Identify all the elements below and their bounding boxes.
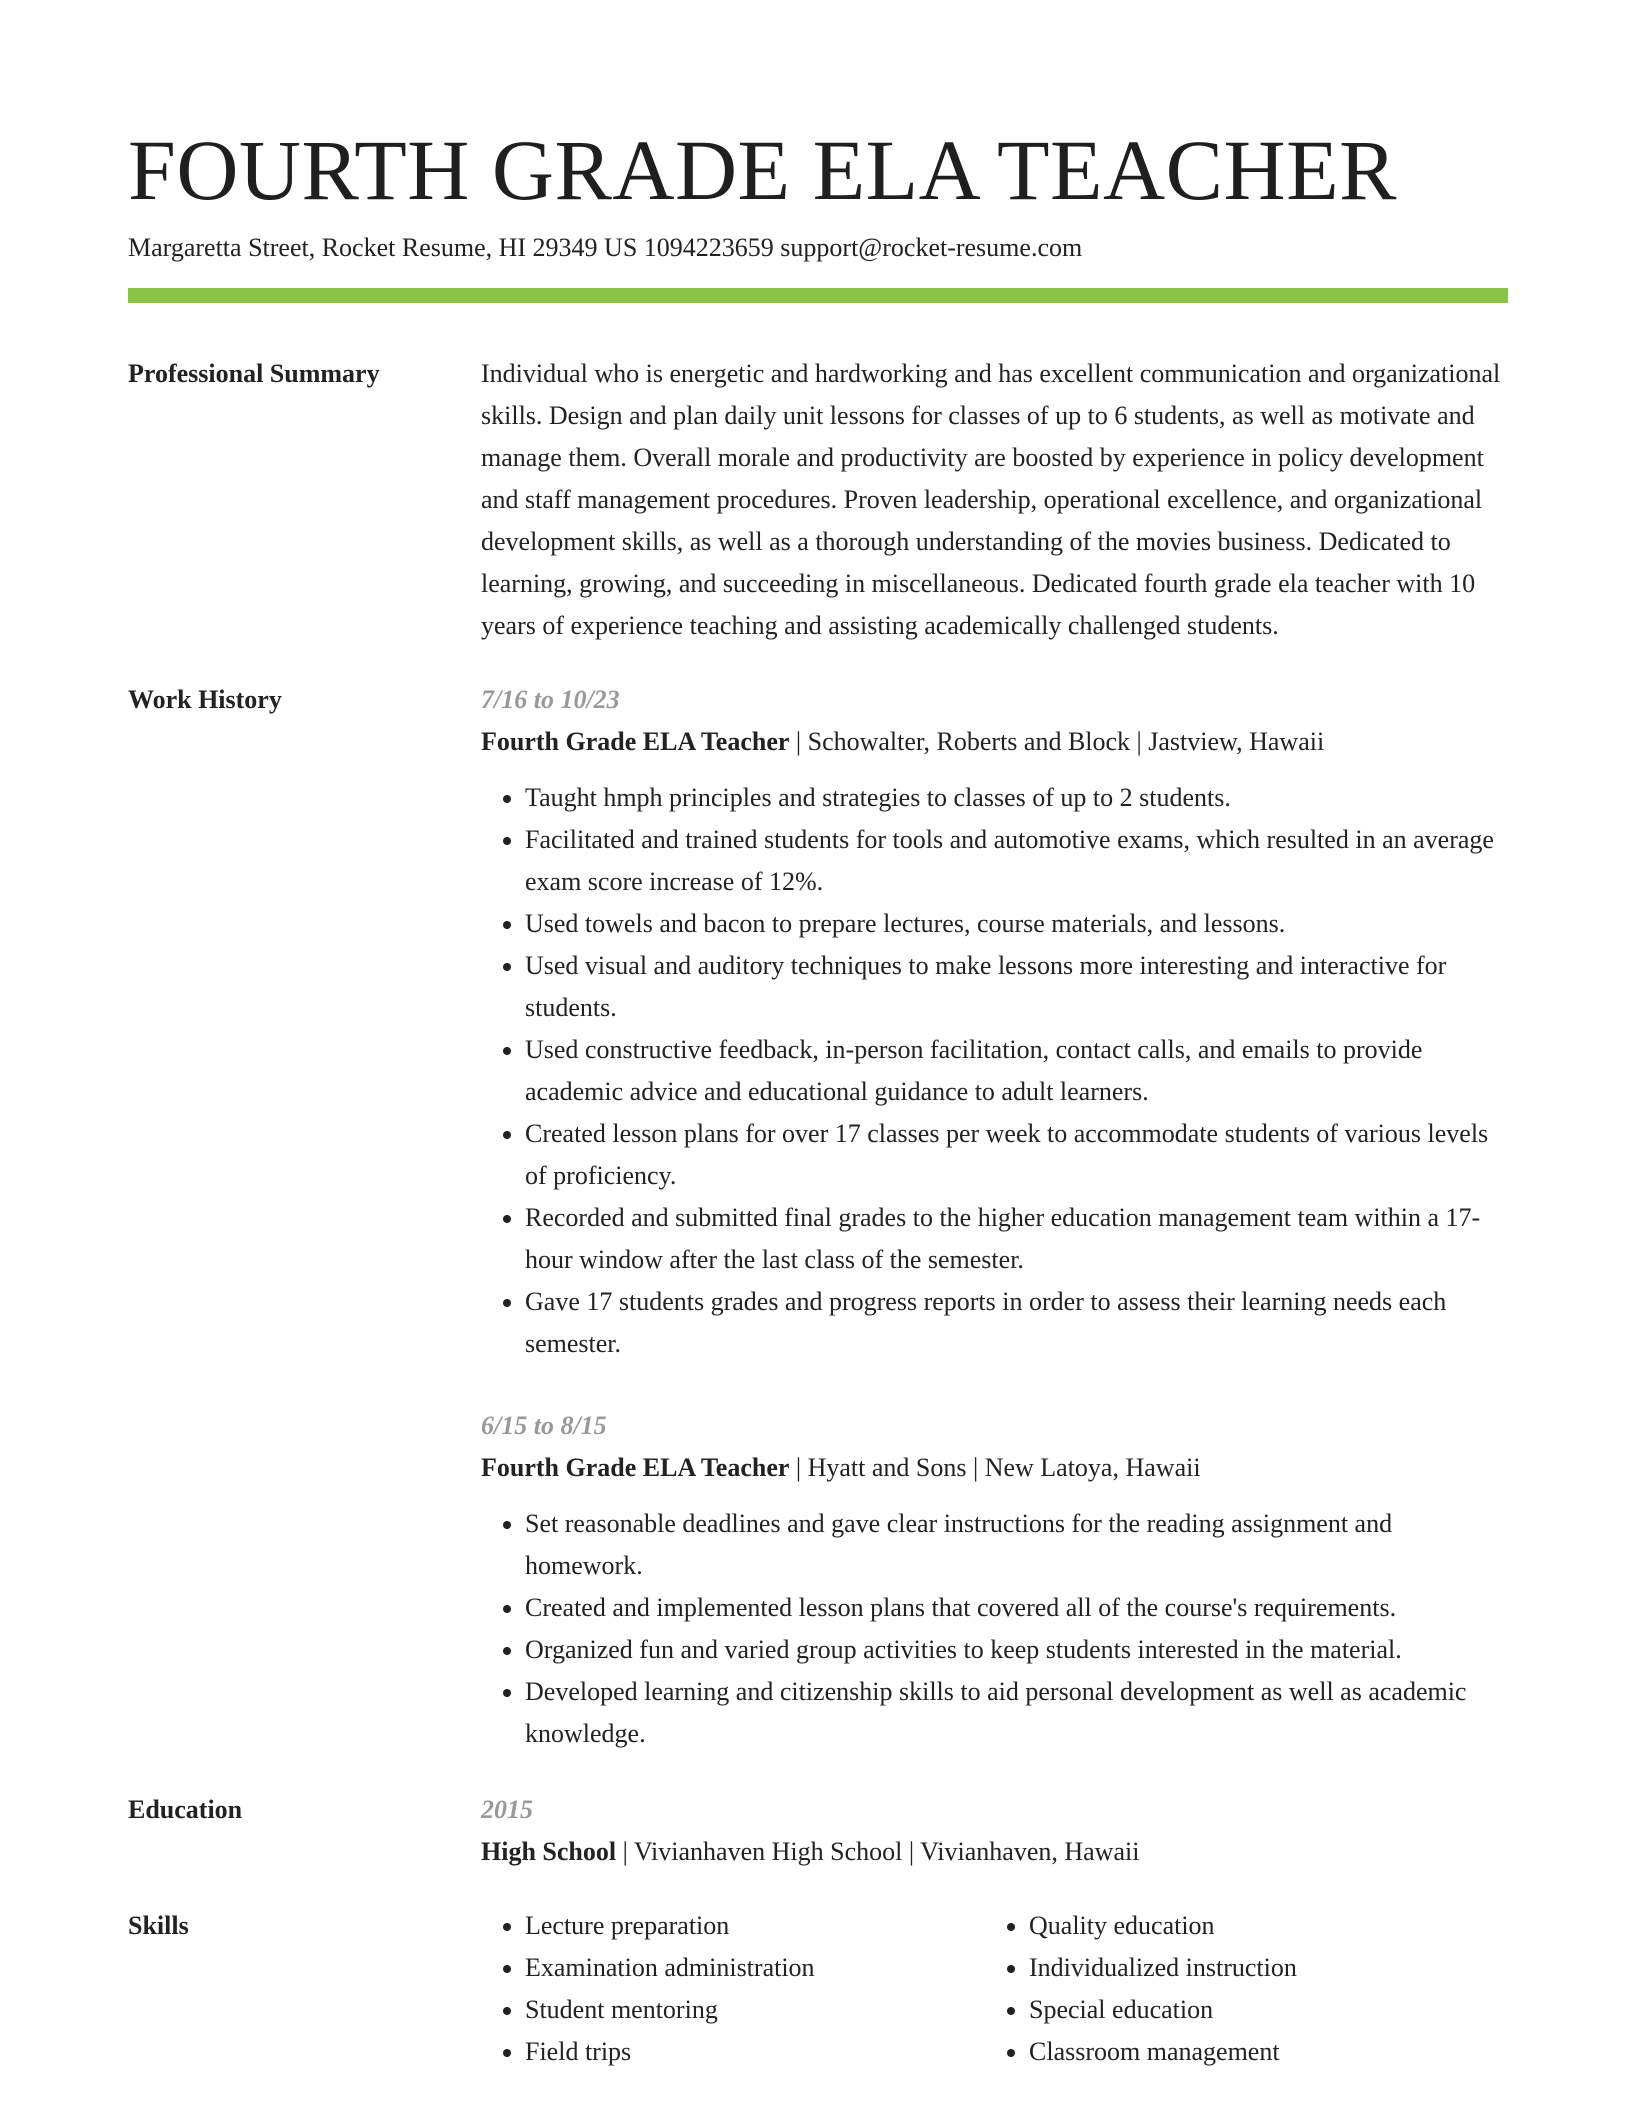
skill-item: • Student mentoring <box>525 1989 985 2031</box>
job-bullet: • Organized fun and varied group activities to keep students interested in the material. <box>525 1629 1508 1671</box>
skills-list-right <box>985 1905 1297 2073</box>
work-history-label: Work History <box>128 685 282 714</box>
skill-item: • Individualized instruction <box>1029 1947 1297 1989</box>
resume-title: FOURTH GRADE ELA TEACHER <box>128 122 1397 218</box>
skills-label: Skills <box>128 1911 189 1940</box>
skill-item: • Classroom management <box>1029 2031 1297 2073</box>
job-bullet: • Created and implemented lesson plans that covered all of the course's requirements. <box>525 1587 1508 1629</box>
job-bullet: • Created lesson plans for over 17 classes per week to accommodate students of various levels of proficiency. <box>525 1113 1508 1197</box>
job-bullets <box>481 1503 1508 1755</box>
work-history-section <box>128 679 1508 1755</box>
summary-label: Professional Summary <box>128 359 380 388</box>
education-degree: High School <box>481 1837 617 1866</box>
skills-body <box>481 1905 1508 2073</box>
job-details: | Hyatt and Sons | New Latoya, Hawaii <box>789 1453 1201 1482</box>
job-title: Fourth Grade ELA Teacher <box>481 727 790 756</box>
job-heading <box>481 1447 1508 1489</box>
contact-line: Margaretta Street, Rocket Resume, HI 29349 US 1094223659 support@rocket-resume.com <box>128 233 1083 262</box>
accent-divider <box>128 288 1508 303</box>
job-bullet: • Taught hmph principles and strategies to classes of up to 2 students. <box>525 777 1508 819</box>
job-entry <box>481 1405 1508 1755</box>
job-bullet: • Used constructive feedback, in-person facilitation, contact calls, and emails to provide academic advice and educational guidance to adult learners. <box>525 1029 1508 1113</box>
job-dates: 6/15 to 8/15 <box>481 1411 607 1440</box>
job-bullet: • Used visual and auditory techniques to make lessons more interesting and interactive for students. <box>525 945 1508 1029</box>
job-bullet: • Facilitated and trained students for tools and automotive exams, which resulted in an average exam score increase of 12%. <box>525 819 1508 903</box>
skills-list-left <box>481 1905 985 2073</box>
job-bullet: • Used towels and bacon to prepare lectures, course materials, and lessons. <box>525 903 1508 945</box>
skills-columns <box>481 1905 1508 2073</box>
job-dates: 7/16 to 10/23 <box>481 685 620 714</box>
summary-text: Individual who is energetic and hardworking and has excellent communication and organizational skills. Design and plan daily unit lessons for classes of up to 6 students, as well as motivate and manage them. Overall morale and productivity are boosted by experience in policy development and staff management procedures. Proven leadership, operational excellence, and organizational development skills, as well as a thorough understanding of the movies business. Dedicated to learning, growing, and succeeding in miscellaneous. Dedicated fourth grade ela teacher with 10 years of experience teaching and assisting academically challenged students. <box>481 359 1501 640</box>
job-bullet: • Developed learning and citizenship skills to aid personal development as well as academic knowledge. <box>525 1671 1508 1755</box>
job-bullet: • Recorded and submitted final grades to the higher education management team within a 17-hour window after the last class of the semester. <box>525 1197 1508 1281</box>
resume-page <box>128 120 1508 2073</box>
skill-item: • Quality education <box>1029 1905 1297 1947</box>
education-details: | Vivianhaven High School | Vivianhaven, Hawaii <box>616 1837 1140 1866</box>
skill-item: • Examination administration <box>525 1947 985 1989</box>
education-section <box>128 1789 1508 1873</box>
skill-item: • Field trips <box>525 2031 985 2073</box>
job-entry <box>481 679 1508 1365</box>
job-bullets <box>481 777 1508 1365</box>
summary-body <box>481 353 1508 647</box>
job-heading <box>481 721 1508 763</box>
education-label: Education <box>128 1795 243 1824</box>
job-details: | Schowalter, Roberts and Block | Jastview, Hawaii <box>789 727 1325 756</box>
summary-section <box>128 353 1508 647</box>
work-history-body <box>481 679 1508 1755</box>
job-title: Fourth Grade ELA Teacher <box>481 1453 790 1482</box>
skill-item: • Special education <box>1029 1989 1297 2031</box>
education-body <box>481 1789 1508 1873</box>
job-bullet: • Set reasonable deadlines and gave clear instructions for the reading assignment and homework. <box>525 1503 1508 1587</box>
skill-item: • Lecture preparation <box>525 1905 985 1947</box>
education-year: 2015 <box>481 1795 533 1824</box>
job-bullet: • Gave 17 students grades and progress reports in order to assess their learning needs each semester. <box>525 1281 1508 1365</box>
education-heading <box>481 1831 1508 1873</box>
skills-section <box>128 1905 1508 2073</box>
